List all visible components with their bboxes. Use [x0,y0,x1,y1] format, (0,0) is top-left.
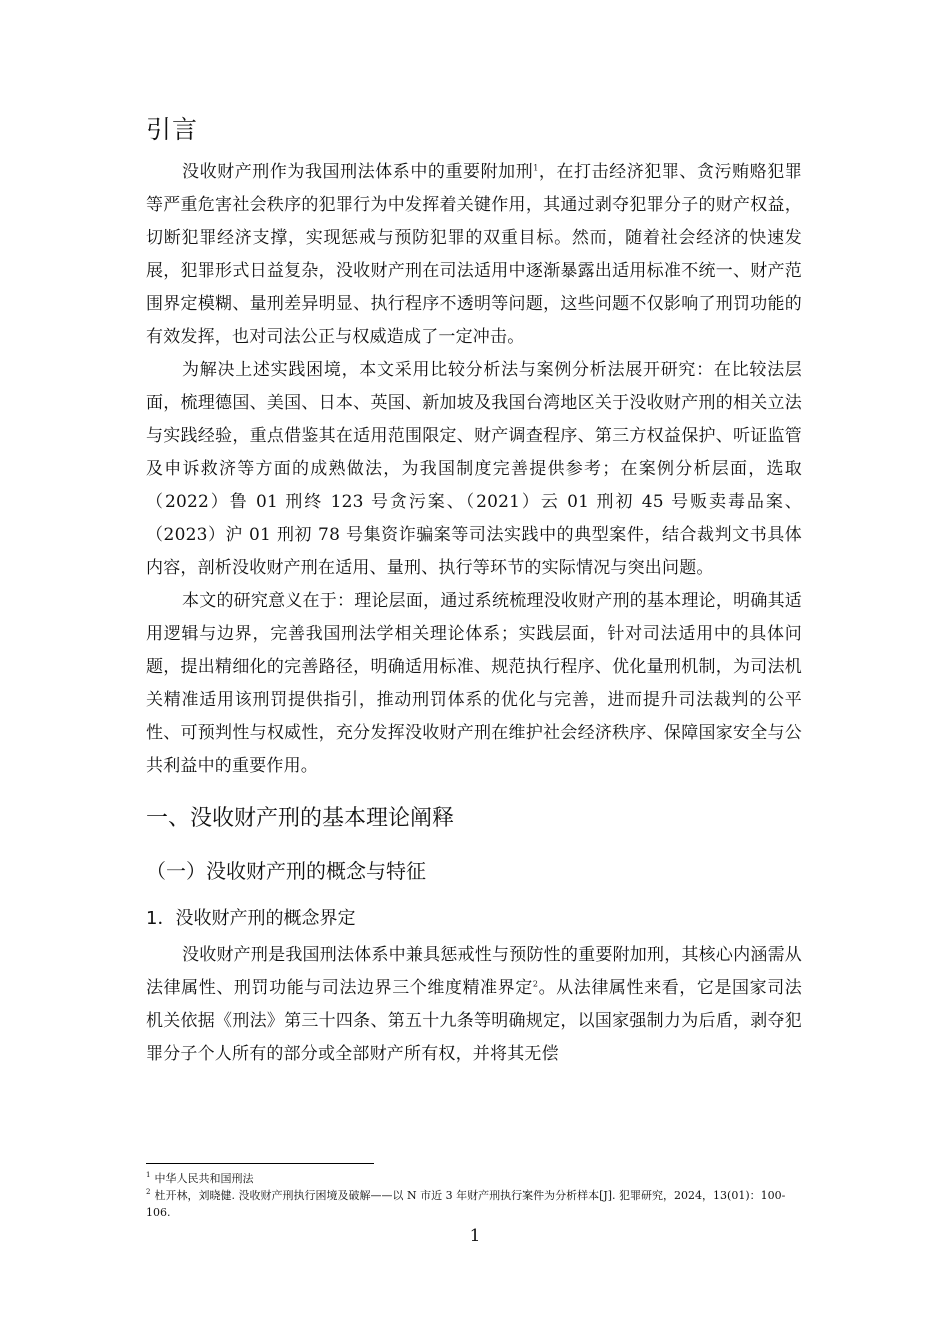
main-body [146,110,802,1071]
footnote-2-text: 杜开林，刘晓健. 没收财产刑执行困境及破解——以 N 市近 3 年财产刑执行案件为分析样本[J]. 犯罪研究，2024，13(01)：100-106. [146,1189,786,1219]
intro-paragraph-3: 本文的研究意义在于：理论层面，通过系统梳理没收财产刑的基本理论，明确其适用逻辑与边界，完善我国刑法学相关理论体系；实践层面，针对司法适用中的具体问题，提出精细化的完善路径，明确适用标准、规范执行程序、优化量刑机制，为司法机关精准适用该刑罚提供指引，推动刑罚体系的优化与完善，进而提升司法裁判的公平性、可预判性与权威性，充分发挥没收财产刑在维护社会经济秩序、保障国家安全与公共利益中的重要作用。 [146,591,802,776]
intro-paragraph-1-text-b: ，在打击经济犯罪、贪污贿赂犯罪等严重危害社会秩序的犯罪行为中发挥着关键作用，其通过剥夺犯罪分子的财产权益，切断犯罪经济支撑，实现惩戒与预防犯罪的双重目标。然而，随着社会经济的快速发展，犯罪形式日益复杂，没收财产刑在司法适用中逐渐暴露出适用标准不统一、财产范围界定模糊、量刑差异明显、执行程序不透明等问题，这些问题不仅影响了刑罚功能的有效发挥，也对司法公正与权威造成了一定冲击。 [146,162,803,347]
footnote-ref-1[interactable]: 1 [533,163,539,173]
intro-paragraph-1 [146,156,802,354]
subsection-1-heading: （一）没收财产刑的概念与特征 [146,859,426,883]
intro-paragraph-1-text-a: 没收财产刑作为我国刑法体系中的重要附加刑 [182,162,534,182]
footnote-separator [146,1163,374,1164]
intro-heading: 引言 [146,115,199,144]
footnote-1-text: 中华人民共和国刑法 [154,1172,254,1185]
intro-paragraph-2: 为解决上述实践困境，本文采用比较分析法与案例分析法展开研究：在比较法层面，梳理德国、美国、日本、英国、新加坡及我国台湾地区关于没收财产刑的相关立法与实践经验，重点借鉴其在适用范围限定、财产调查程序、第三方权益保护、听证监管及申诉救济等方面的成熟做法，为我国制度完善提供参考；在案例分析层面，选取（2022）鲁 01 刑终 123 号贪污案、（2021）云 01 刑初 45 号贩卖毒品案、（2023）沪 01 刑初 78 号集资诈骗案等司法实践中的典型案件，结合裁判文书具体内容，剖析没收财产刑在适用、量刑、执行等环节的实际情况与突出问题。 [146,360,802,578]
footnote-1 [146,1170,802,1187]
concept-paragraph-text-b: 。从法律属性来看，它是国家司法机关依据《刑法》第三十四条、第五十九条等明确规定，以国家强制力为后盾，剥夺犯罪分子个人所有的部分或全部财产所有权，并将其无偿 [146,978,802,1064]
footnote-2 [146,1187,802,1221]
footnote-2-number: 2 [146,1188,151,1197]
section-1-heading: 一、没收财产刑的基本理论阐释 [146,806,455,831]
footnote-1-number: 1 [146,1171,151,1180]
concept-paragraph-text-a: 没收财产刑是我国刑法体系中兼具惩戒性与预防性的重要附加刑，其核心内涵需从法律属性、刑罚功能与司法边界三个维度精准界定 [146,945,802,998]
footnote-ref-2[interactable]: 2 [532,979,539,989]
item-1-heading: 1．没收财产刑的概念界定 [146,908,356,929]
concept-paragraph [146,939,802,1071]
page-number: 1 [469,1226,481,1246]
footnotes [146,1170,802,1221]
